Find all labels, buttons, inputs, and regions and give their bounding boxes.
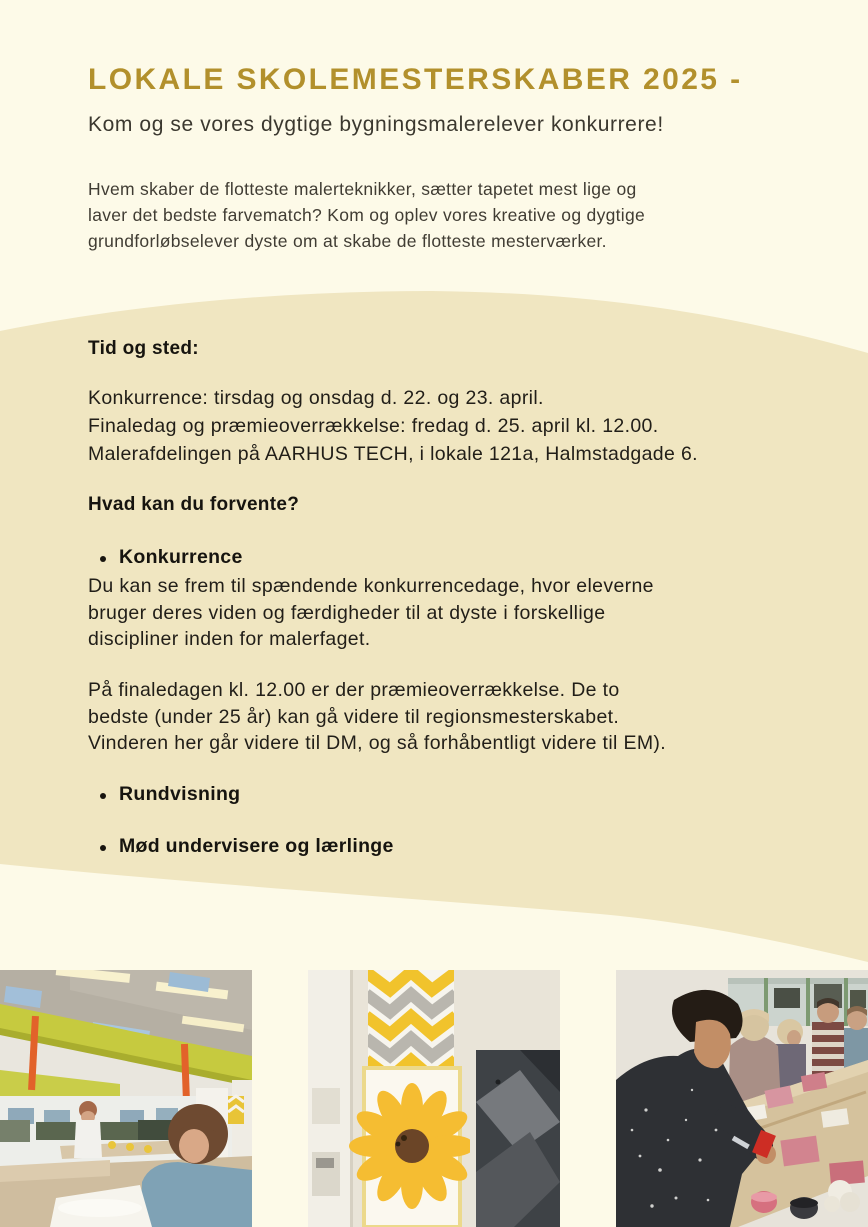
photo-strip [0, 970, 868, 1227]
konkurrence-description [88, 573, 654, 653]
page-subtitle: Kom og se vores dygtige bygningsmalerelever konkurrere! [88, 113, 664, 136]
section-heading-time-place: Tid og sted: [88, 338, 199, 359]
bullet-dot [100, 845, 106, 851]
page-title: LOKALE SKOLEMESTERSKABER 2025 - [88, 63, 743, 96]
photo-workshop-overview [0, 970, 252, 1227]
bullet-dot [100, 793, 106, 799]
photo-sunflower-mural [308, 970, 560, 1227]
text-line: Vinderen her går videre til DM, og så forhåbentligt videre til EM). [88, 732, 667, 754]
bullet-label: Rundvisning [119, 783, 241, 805]
text-line: laver det bedste farvematch? Kom og oplev vores kreative og dygtige [88, 205, 646, 225]
bullet-item-rundvisning [100, 783, 240, 806]
text-line: bruger deres viden og færdigheder til at dyste i forskellige [88, 601, 606, 624]
text-line: Hvem skaber de flotteste malerteknikker, sætter tapetet mest lige og [88, 179, 637, 199]
text-line: discipliner inden for malerfaget. [88, 628, 371, 650]
detail-line-final: Finaledag og præmieoverrækkelse: fredag d. 25. april kl. 12.00. [88, 415, 659, 437]
text-line: Du kan se frem til spændende konkurrencedage, hvor eleverne [88, 575, 654, 597]
intro-paragraph [88, 176, 645, 254]
bullet-item-konkurrence [100, 546, 243, 569]
photo-students-painting [616, 970, 868, 1227]
event-details [88, 384, 698, 468]
bullet-label: Konkurrence [119, 546, 243, 568]
finale-paragraph [88, 677, 666, 757]
text-line: grundforløbselever dyste om at skabe de flotteste mesterværker. [88, 231, 607, 251]
bullet-label: Mød undervisere og lærlinge [119, 835, 394, 857]
bullet-dot [100, 556, 106, 562]
text-line: På finaledagen kl. 12.00 er der præmieoverrækkelse. De to [88, 679, 620, 701]
text-line: bedste (under 25 år) kan gå videre til regionsmesterskabet. [88, 705, 620, 728]
bullet-item-moed-undervisere [100, 835, 394, 858]
detail-line-dates: Konkurrence: tirsdag og onsdag d. 22. og 23. april. [88, 387, 544, 409]
section-heading-expectations: Hvad kan du forvente? [88, 494, 300, 515]
detail-line-location: Malerafdelingen på AARHUS TECH, i lokale 121a, Halmstadgade 6. [88, 443, 698, 465]
